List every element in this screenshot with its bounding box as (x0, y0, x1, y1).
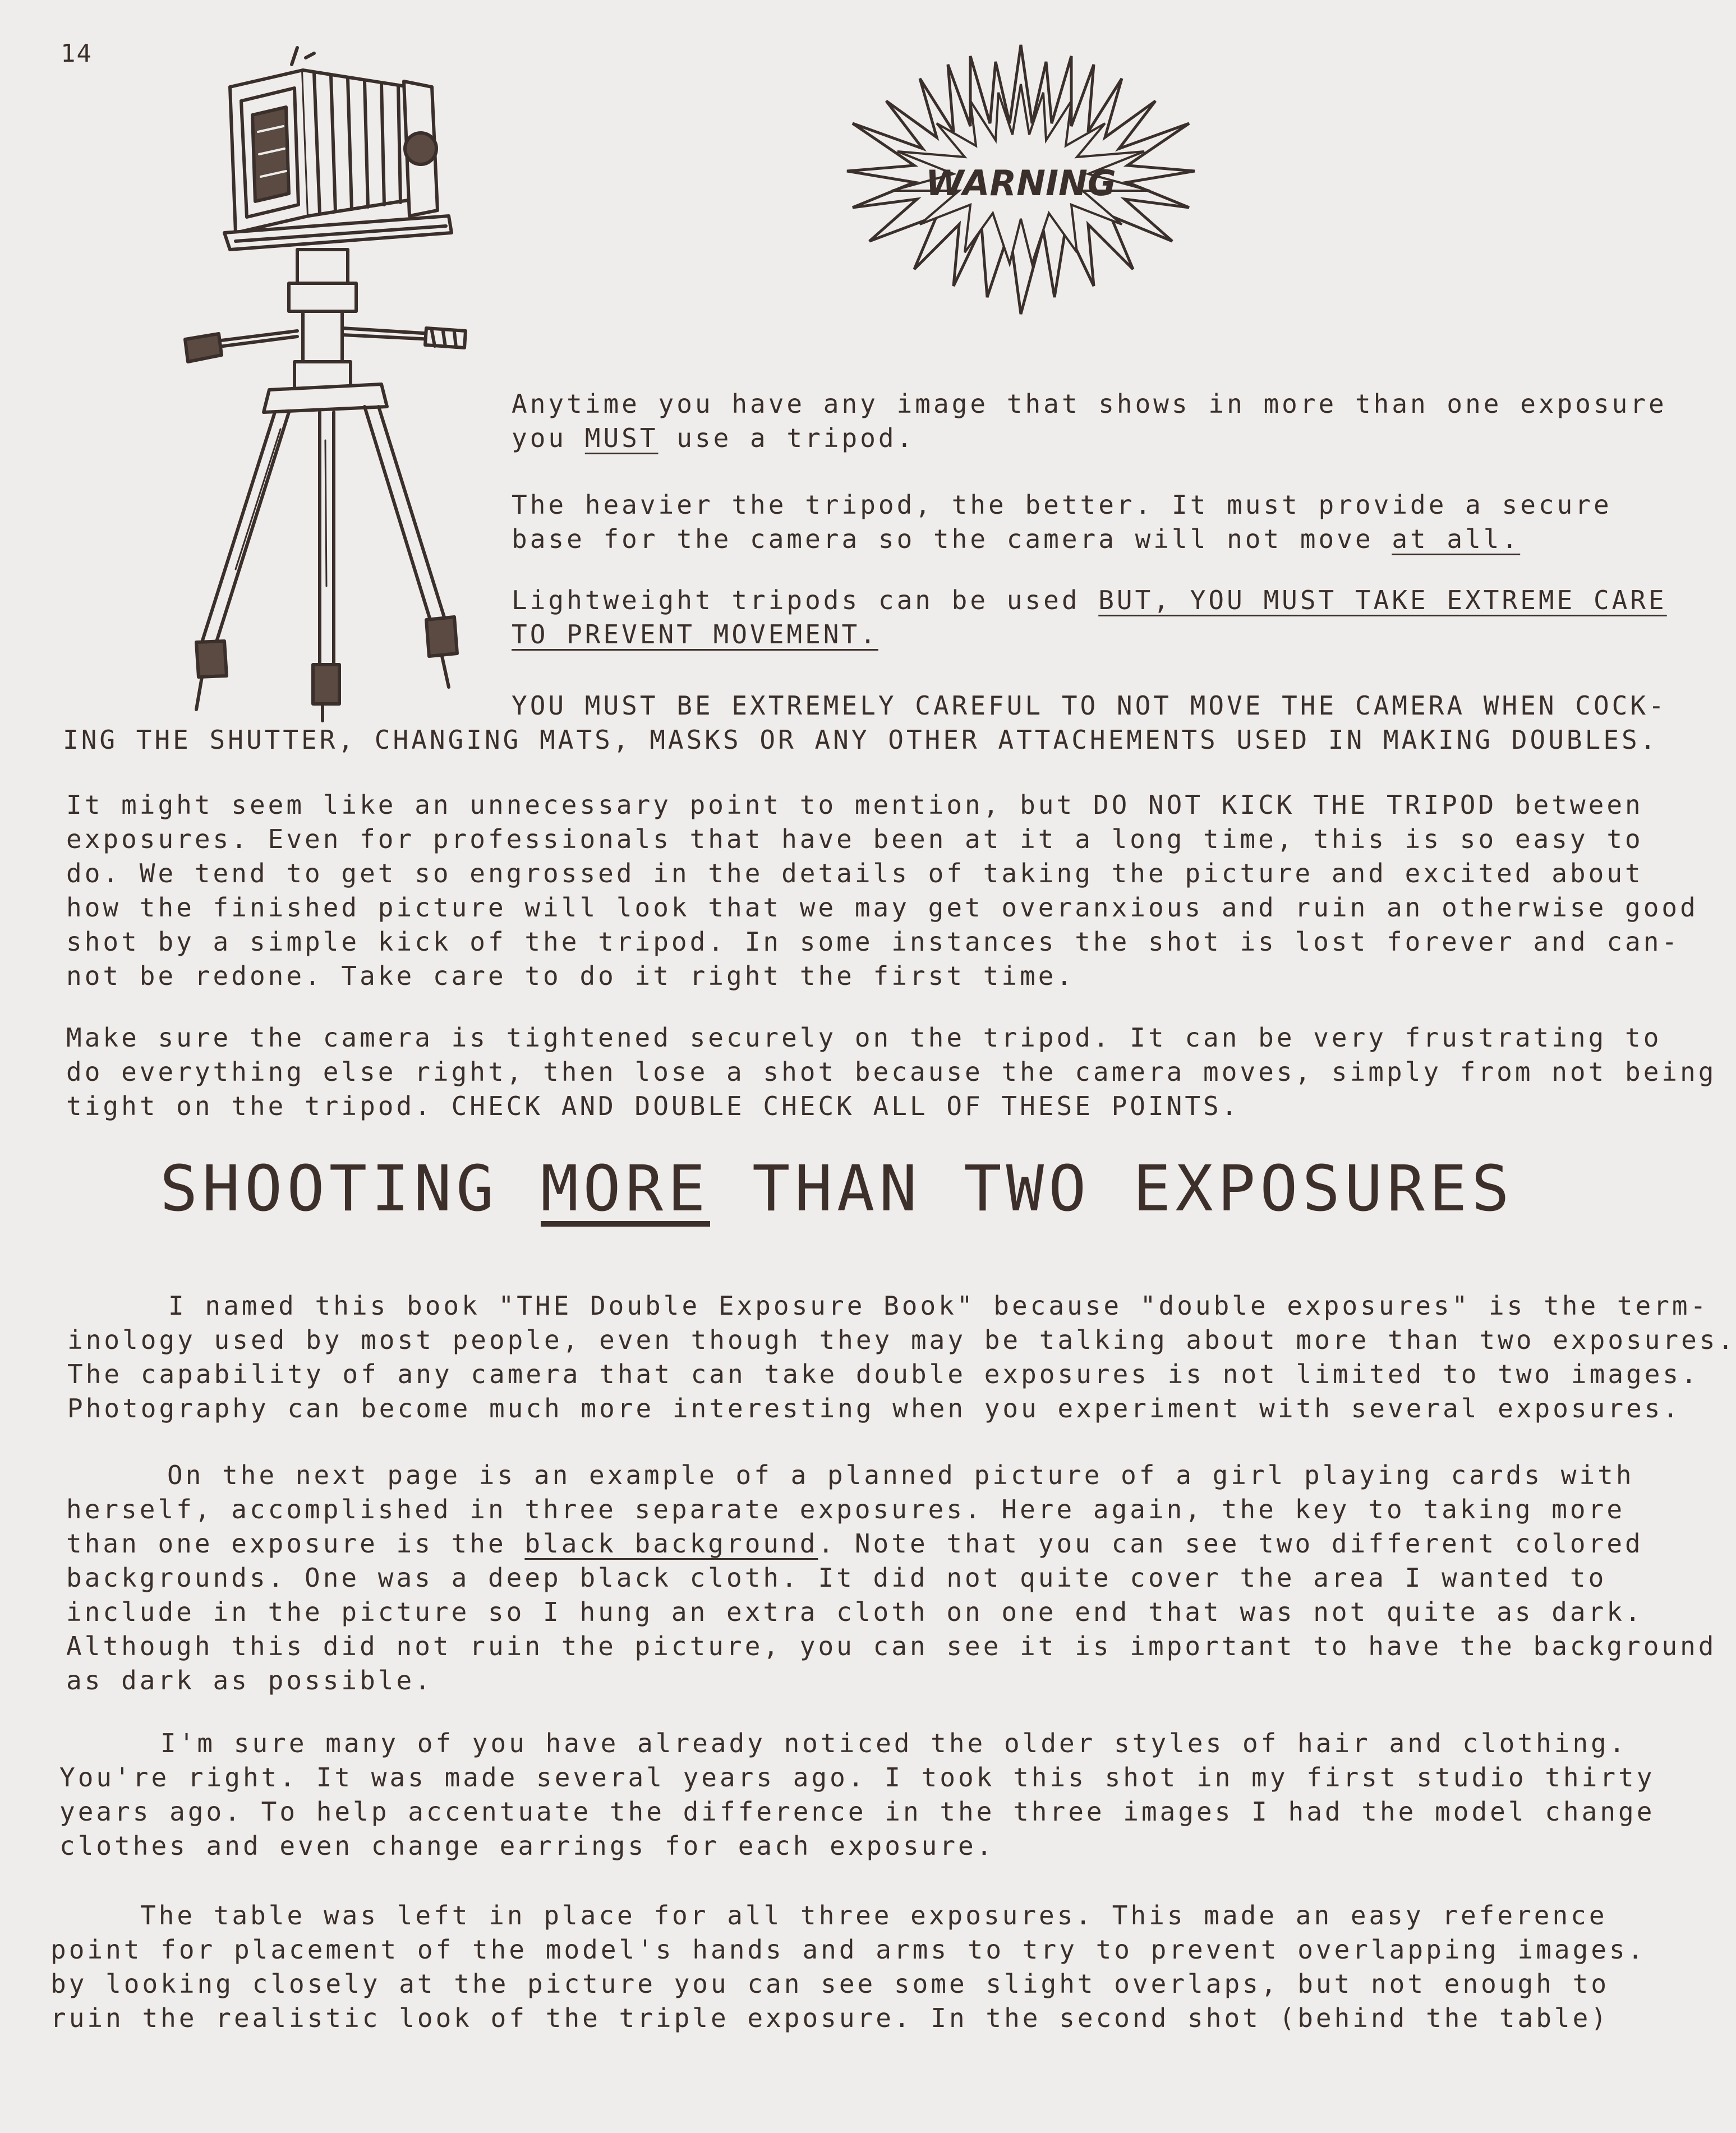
text-line: The table was left in place for all three exposures. This made an easy reference (140, 1900, 1608, 1931)
section-heading: SHOOTING MORE THAN TWO EXPOSURES (160, 1153, 1514, 1226)
heading-emphasis: MORE (540, 1153, 710, 1226)
careful-paragraph (63, 689, 1667, 757)
text-line: The heavier the tripod, the better. It must provide a secure (512, 490, 1612, 520)
text-line: as dark as possible. (66, 1665, 433, 1696)
tighten-camera-paragraph (66, 1021, 1717, 1123)
text-line: point for placement of the model's hands and arms to try to prevent overlapping images. (50, 1934, 1646, 1965)
book-name-paragraph (67, 1289, 1736, 1426)
heavier-tripod-paragraph (512, 488, 1612, 556)
text-line: do everything else right, then lose a shot because the camera moves, simply from not being (66, 1057, 1717, 1087)
text-line: On the next page is an example of a planned picture of a girl playing cards with (167, 1460, 1634, 1490)
text-line: It might seem like an unnecessary point to mention, but DO NOT KICK THE TRIPOD between (66, 790, 1643, 820)
camera-tripod-illustration (168, 48, 482, 721)
text-line: include in the picture so I hung an extra cloth on one end that was not quite as dark. (66, 1597, 1643, 1627)
text-line: how the finished picture will look that we may get overanxious and ruin an otherwise good (66, 892, 1698, 923)
extreme-care-emphasis: BUT, YOU MUST TAKE EXTREME CARE (1098, 585, 1667, 615)
text-line: backgrounds. One was a deep black cloth. It did not quite cover the area I wanted to (66, 1563, 1607, 1593)
text-line: You're right. It was made several years ago. I took this shot in my first studio thirty (59, 1762, 1655, 1793)
tripod-intro-paragraph (512, 387, 1667, 455)
lightweight-tripod-paragraph (512, 583, 1667, 652)
text-line: I named this book "THE Double Exposure Book" because "double exposures" is the term- (168, 1291, 1709, 1321)
text-line: I'm sure many of you have already noticed the older styles of hair and clothing. (160, 1728, 1628, 1758)
text-line: Anytime you have any image that shows in more than one exposure (512, 389, 1667, 419)
text-line: TO PREVENT MOVEMENT. (512, 619, 878, 649)
text-line: you MUST use a tripod. (512, 423, 915, 453)
text-line: ING THE SHUTTER, CHANGING MATS, MASKS OR ANY OTHER ATTACHEMENTS USED IN MAKING DOUBLES. (63, 725, 1659, 755)
text-line: do. We tend to get so engrossed in the details of taking the picture and excited about (66, 858, 1643, 888)
text-line: than one exposure is the black background. Note that you can see two different colored (66, 1528, 1643, 1559)
text-line: exposures. Even for professionals that have been at it a long time, this is so easy to (66, 824, 1643, 854)
must-emphasis: MUST (584, 423, 659, 453)
text-line: tight on the tripod. CHECK AND DOUBLE CHECK ALL OF THESE POINTS. (66, 1091, 1240, 1121)
text-line: ruin the realistic look of the triple exposure. In the second shot (behind the table) (50, 2003, 1610, 2033)
warning-label: WARNING (925, 163, 1116, 204)
older-styles-paragraph (59, 1726, 1655, 1863)
kick-tripod-paragraph (66, 788, 1698, 993)
text-line: Although this did not ruin the picture, you can see it is important to have the background (66, 1631, 1717, 1661)
warning-burst-icon (841, 39, 1200, 320)
black-background-emphasis: black background (524, 1528, 818, 1559)
table-paragraph (50, 1899, 1646, 2035)
text-line: YOU MUST BE EXTREMELY CAREFUL TO NOT MOVE THE CAMERA WHEN COCK- (512, 690, 1667, 721)
text-line: Lightweight tripods can be used BUT, YOU MUST TAKE EXTREME CARE (512, 585, 1667, 615)
text-line: base for the camera so the camera will not move at all. (512, 524, 1521, 554)
text-line: years ago. To help accentuate the difference in the three images I had the model change (59, 1796, 1655, 1827)
text-line: inology used by most people, even though they may be talking about more than two exposures. (67, 1325, 1736, 1355)
next-page-paragraph (66, 1458, 1717, 1698)
page-number: 14 (61, 39, 93, 68)
text-line: shot by a simple kick of the tripod. In some instances the shot is lost forever and can- (66, 927, 1680, 957)
text-line: not be redone. Take care to do it right the first time. (66, 961, 1075, 991)
at-all-emphasis: at all. (1392, 524, 1521, 554)
text-line: by looking closely at the picture you can see some slight overlaps, but not enough to (50, 1969, 1610, 1999)
text-line: herself, accomplished in three separate exposures. Here again, the key to taking more (66, 1494, 1626, 1524)
text-line: Make sure the camera is tightened securely on the tripod. It can be very frustrating to (66, 1022, 1662, 1053)
text-line: clothes and even change earrings for each exposure. (59, 1831, 995, 1861)
text-line: The capability of any camera that can take double exposures is not limited to two images. (67, 1359, 1700, 1389)
text-line: Photography can become much more interesting when you experiment with several exposures. (67, 1393, 1682, 1423)
